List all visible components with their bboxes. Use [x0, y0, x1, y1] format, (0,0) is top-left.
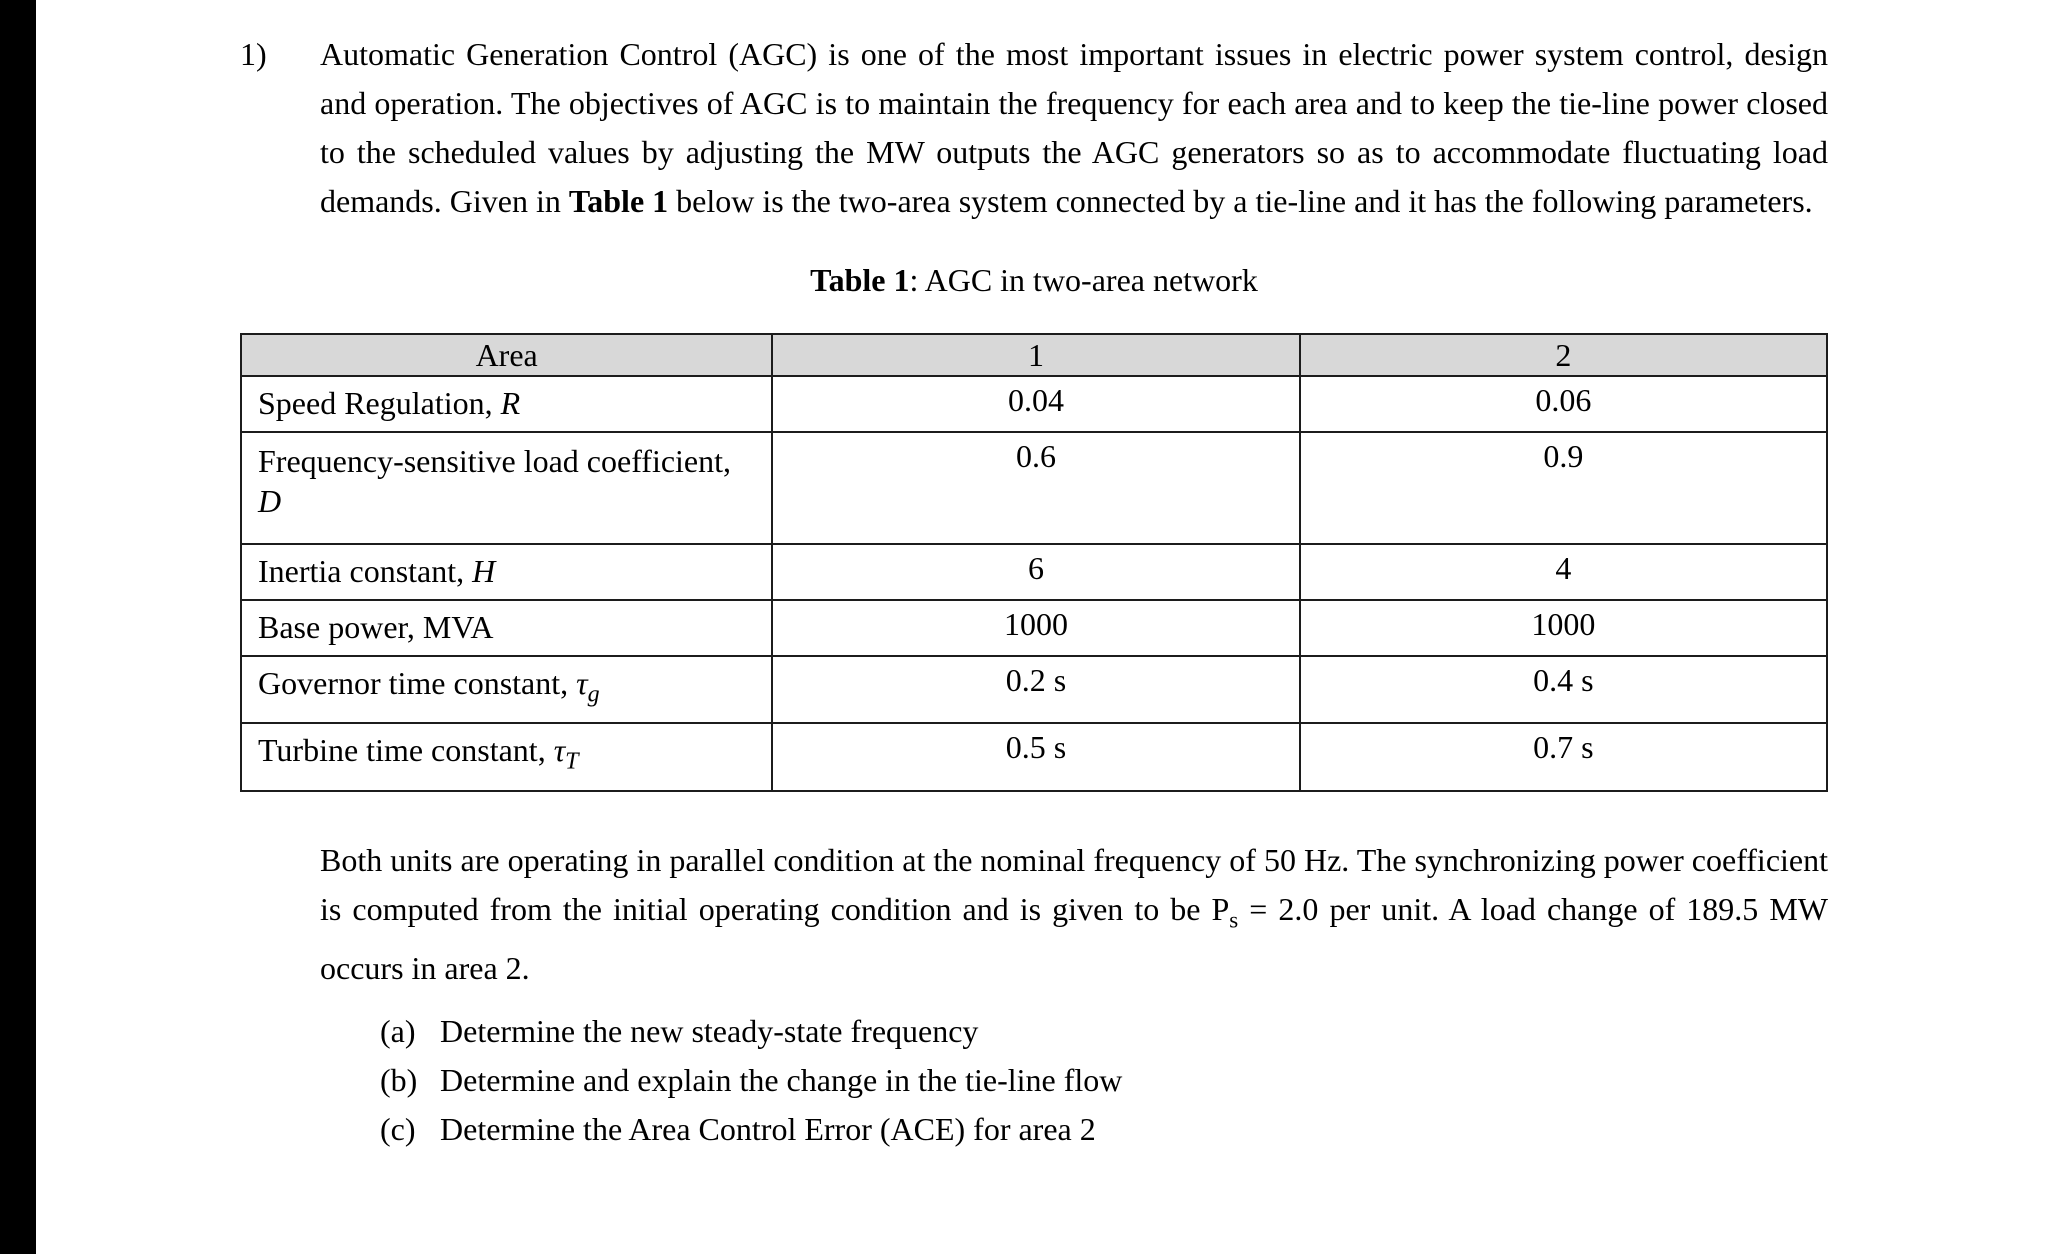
question-a: [380, 1007, 1828, 1056]
table-1-reference: Table 1: [568, 183, 669, 219]
table-caption: [240, 256, 1828, 305]
caption-label: Table 1: [810, 262, 910, 298]
table-row-governor-time-constant: [241, 656, 1827, 723]
value-area1: 0.2 s: [772, 656, 1299, 723]
table-header-row: [241, 334, 1827, 376]
row-label: [241, 544, 772, 600]
question-c: [380, 1105, 1828, 1154]
value-area1: 0.6: [772, 432, 1299, 544]
table-row-frequency-load-coefficient: [241, 432, 1827, 544]
value-area1: 0.5 s: [772, 723, 1299, 790]
header-cell-area2: 2: [1300, 334, 1827, 376]
scan-edge-bar: [0, 0, 36, 1254]
row-label-text: Governor time constant,: [258, 665, 577, 701]
value-area1: 0.04: [772, 376, 1299, 432]
conditions-text-1: Both units are operating in parallel condition at the nominal frequency of 50 Hz. The synchronizing power coefficient is computed from the initial operating condition and is given to be P: [320, 841, 1828, 927]
row-label: [241, 656, 772, 723]
question-a-marker: (a): [380, 1013, 416, 1050]
conditions-text-2: = 2.0 per unit. A load change of 189.5 MW occurs in area 2.: [320, 890, 1828, 987]
table-row-speed-regulation: [241, 376, 1827, 432]
row-label: [241, 376, 772, 432]
row-label-text: Turbine time constant,: [258, 732, 554, 769]
row-label-text: Base power, MVA: [258, 609, 494, 645]
table-row-inertia-constant: [241, 544, 1827, 600]
row-label-subscript: g: [587, 681, 600, 708]
question-a-text: Determine the new steady-state frequency: [440, 1013, 979, 1050]
question-b-marker: (b): [380, 1062, 418, 1099]
value-area2: 1000: [1300, 600, 1827, 656]
table-row-base-power: [241, 600, 1827, 656]
row-label: [241, 600, 772, 656]
problem-number: 1): [240, 36, 267, 72]
row-label: [241, 723, 772, 790]
parameters-table: [240, 333, 1828, 792]
row-label-text: Speed Regulation,: [258, 385, 501, 421]
question-b-text: Determine and explain the change in the tie-line flow: [440, 1062, 1123, 1099]
row-label-subscript: T: [565, 748, 579, 775]
row-label-text: Inertia constant,: [258, 553, 473, 589]
question-list: [380, 1007, 1828, 1154]
intro-paragraph: [320, 30, 1828, 226]
value-area2: 0.9: [1300, 432, 1827, 544]
conditions-paragraph: [320, 836, 1828, 993]
value-area2: 0.7 s: [1300, 723, 1827, 790]
row-label-symbol: τ: [553, 732, 566, 769]
document-content: [240, 30, 1828, 1154]
row-label-symbol: D: [258, 483, 282, 519]
ps-subscript: s: [1229, 907, 1239, 933]
question-b: [380, 1056, 1828, 1105]
intro-text-2: below is the two-area system connected by a tie-line and it has the following parameters.: [668, 183, 1813, 219]
question-c-text: Determine the Area Control Error (ACE) for area 2: [440, 1111, 1096, 1148]
row-label-text: Frequency-sensitive load coefficient,: [258, 443, 732, 479]
table-row-turbine-time-constant: [241, 723, 1827, 790]
row-label: [241, 432, 772, 544]
value-area1: 6: [772, 544, 1299, 600]
row-label-symbol: τ: [576, 665, 588, 701]
row-label-symbol: H: [472, 553, 496, 589]
header-cell-area1: 1: [772, 334, 1299, 376]
problem-statement: [240, 30, 1828, 226]
value-area2: 4: [1300, 544, 1827, 600]
value-area2: 0.06: [1300, 376, 1827, 432]
row-label-symbol: R: [500, 385, 521, 421]
value-area2: 0.4 s: [1300, 656, 1827, 723]
header-cell-area: Area: [241, 334, 772, 376]
caption-text: : AGC in two-area network: [909, 262, 1258, 298]
intro-text-1: Automatic Generation Control (AGC) is one of the most important issues in electric power system control, design and operation. The objectives of AGC is to maintain the frequency for each area and to keep the tie-line power closed to the scheduled values by adjusting the MW outputs the AGC generators so as to accommodate fluctuating load demands. Given in: [320, 36, 1828, 219]
value-area1: 1000: [772, 600, 1299, 656]
question-c-marker: (c): [380, 1111, 416, 1148]
